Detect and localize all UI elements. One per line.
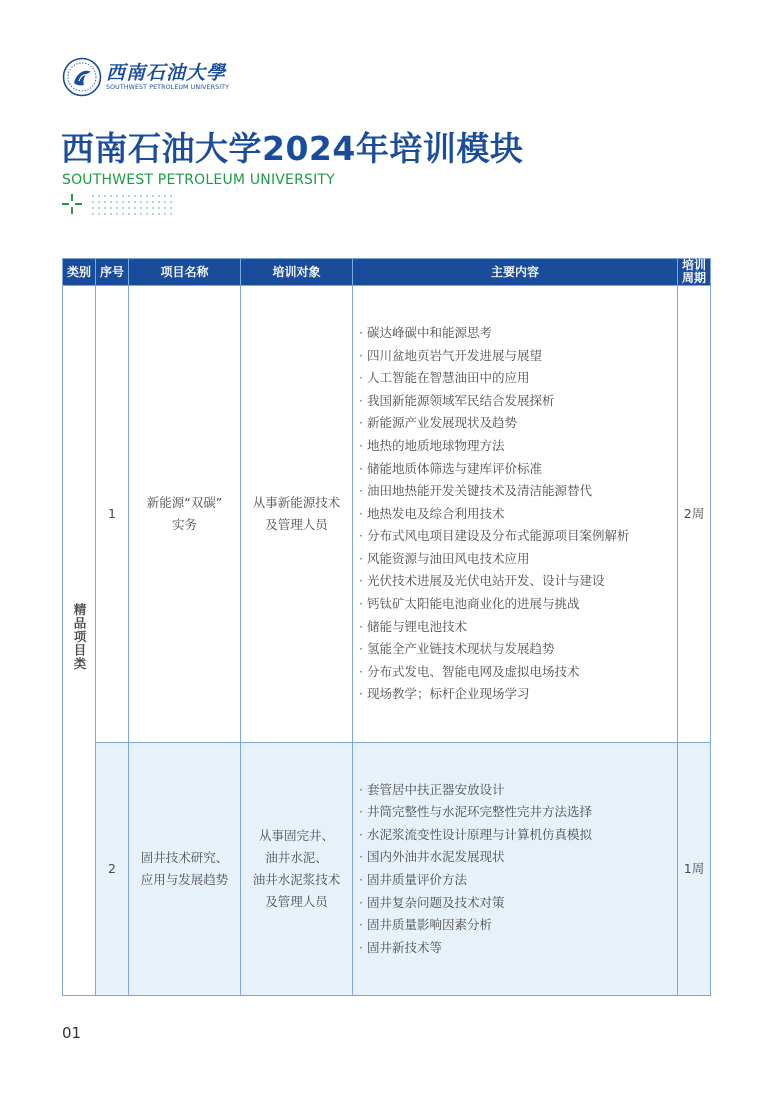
logo-chinese-name: 西南石油大學	[106, 62, 227, 84]
content-cell	[353, 743, 678, 996]
period-cell: 2周	[678, 286, 711, 743]
list-item: · 套管居中扶正器安放设计	[359, 779, 677, 802]
project-name-line: 新能源“双碳”	[146, 495, 223, 510]
header-category: 类别	[63, 259, 96, 286]
list-item: · 钙钛矿太阳能电池商业化的进展与挑战	[359, 593, 677, 616]
content-list	[359, 779, 677, 960]
project-name-line: 实务	[171, 517, 197, 532]
list-item: · 我国新能源领域军民结合发展探析	[359, 390, 677, 413]
header-period-line1: 培训	[681, 258, 706, 272]
list-item: · 碳达峰碳中和能源思考	[359, 322, 677, 345]
header-period	[678, 259, 711, 286]
audience-line: 油井水泥、	[265, 850, 328, 865]
university-emblem-icon	[62, 57, 102, 97]
plus-mark-icon	[62, 194, 82, 214]
list-item: · 分布式发电、智能电网及虚拟电场技术	[359, 661, 677, 684]
table-header-row	[63, 259, 711, 286]
list-item: · 油田地热能开发关键技术及清洁能源替代	[359, 480, 677, 503]
list-item: · 地热发电及综合利用技术	[359, 503, 677, 526]
header-seq: 序号	[96, 259, 129, 286]
dot-grid-decoration	[62, 193, 182, 217]
project-name-line: 应用与发展趋势	[140, 872, 229, 887]
list-item: · 光伏技术进展及光伏电站开发、设计与建设	[359, 570, 677, 593]
list-item: · 储能地质体筛选与建库评价标准	[359, 458, 677, 481]
list-item: · 固井复杂问题及技术对策	[359, 892, 677, 915]
page-subtitle: SOUTHWEST PETROLEUM UNIVERSITY	[62, 172, 335, 188]
logo-english-name: SOUTHWEST PETROLEUM UNIVERSITY	[106, 84, 230, 91]
table-row	[63, 286, 711, 743]
list-item: · 井筒完整性与水泥环完整性完井方法选择	[359, 801, 677, 824]
list-item: · 地热的地质地球物理方法	[359, 435, 677, 458]
period-cell: 1周	[678, 743, 711, 996]
audience-line: 从事固完井、	[258, 828, 334, 843]
list-item: · 现场教学；标杆企业现场学习	[359, 683, 677, 706]
project-name-cell	[129, 743, 241, 996]
page-number: 01	[62, 1024, 82, 1042]
list-item: · 分布式风电项目建设及分布式能源项目案例解析	[359, 525, 677, 548]
list-item: · 固井质量影响因素分析	[359, 914, 677, 937]
audience-line: 油井水泥浆技术	[252, 872, 341, 887]
table-row	[63, 743, 711, 996]
project-name-line: 固井技术研究、	[140, 850, 229, 865]
audience-cell	[241, 743, 353, 996]
list-item: · 风能资源与油田风电技术应用	[359, 548, 677, 571]
project-name-cell	[129, 286, 241, 743]
list-item: · 水泥浆流变性设计原理与计算机仿真模拟	[359, 824, 677, 847]
seq-cell: 1	[96, 286, 129, 743]
header-content: 主要内容	[353, 259, 678, 286]
list-item: · 储能与锂电池技术	[359, 616, 677, 639]
header-period-line2: 周期	[681, 271, 706, 285]
audience-line: 从事新能源技术	[252, 495, 341, 510]
content-cell	[353, 286, 678, 743]
list-item: · 固井新技术等	[359, 937, 677, 960]
content-list	[359, 322, 677, 706]
list-item: · 新能源产业发展现状及趋势	[359, 412, 677, 435]
seq-cell: 2	[96, 743, 129, 996]
category-label: 精品项目类	[72, 603, 87, 671]
audience-line: 及管理人员	[265, 894, 328, 909]
list-item: · 人工智能在智慧油田中的应用	[359, 367, 677, 390]
training-module-table	[62, 258, 711, 996]
list-item: · 氢能全产业链技术现状与发展趋势	[359, 638, 677, 661]
page-title: 西南石油大学2024年培训模块	[61, 129, 524, 168]
audience-line: 及管理人员	[265, 517, 328, 532]
audience-cell	[241, 286, 353, 743]
header-audience: 培训对象	[241, 259, 353, 286]
list-item: · 四川盆地页岩气开发进展与展望	[359, 345, 677, 368]
list-item: · 固井质量评价方法	[359, 869, 677, 892]
category-cell	[63, 286, 96, 996]
list-item: · 国内外油井水泥发展现状	[359, 846, 677, 869]
header-project-name: 项目名称	[129, 259, 241, 286]
university-logo	[62, 57, 229, 97]
